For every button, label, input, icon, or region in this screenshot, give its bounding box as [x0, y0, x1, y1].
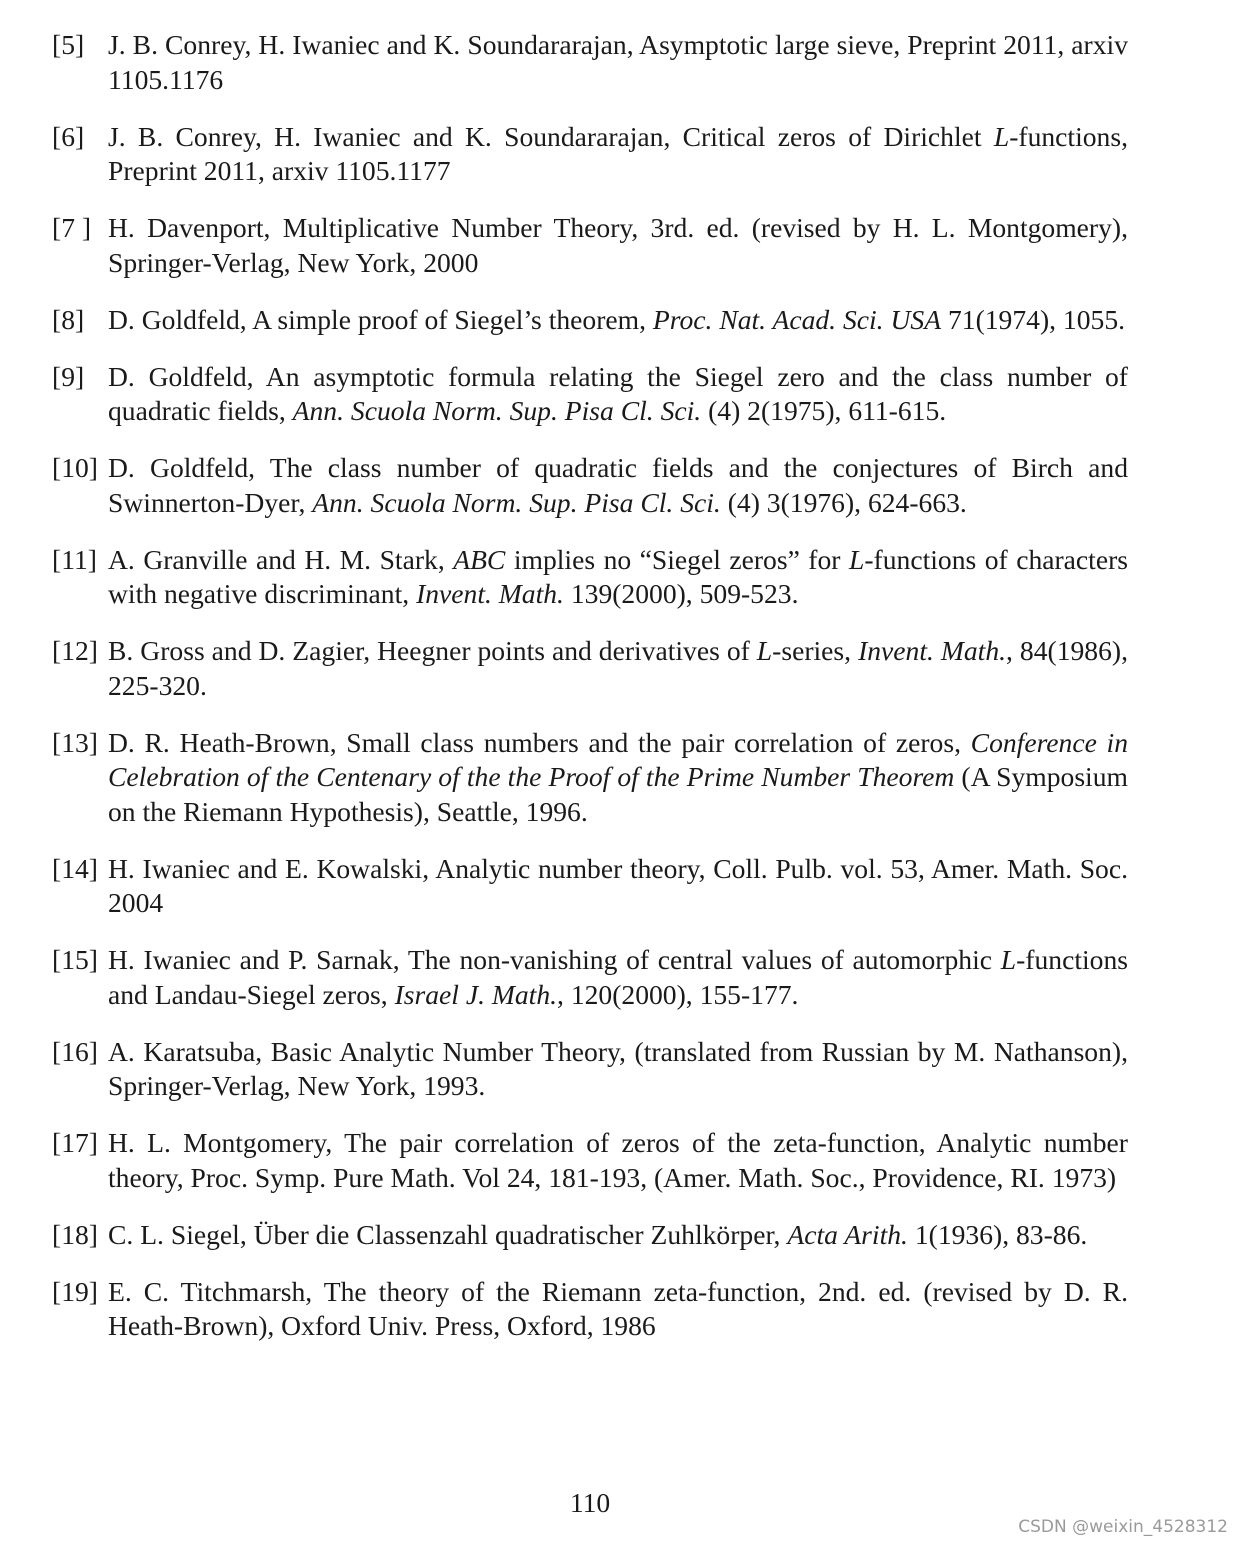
reference-segment: -functions, Preprint 2011, arxiv 1105.1177 — [108, 120, 1128, 186]
reference-segment: (A Symposium on the Riemann Hypothesis), Seattle, 1996. — [108, 761, 1128, 827]
reference-segment: 1(1936), 83-86. — [907, 1218, 1088, 1250]
reference-segment: C. L. Siegel, Über die Classenzahl quadratischer Zuhlkörper, — [108, 1218, 788, 1250]
reference-segment: -series, — [772, 635, 859, 666]
reference-segment: H. Iwaniec and P. Sarnak, The non-vanishing of central values of automorphic — [108, 944, 1001, 975]
reference-italic-segment: Israel J. Math. — [394, 978, 558, 1010]
reference-number: [17] — [52, 1127, 98, 1158]
reference-italic-segment: Proc. Nat. Acad. Sci. USA — [652, 303, 942, 335]
reference-italic-segment: Ann. Scuola Norm. Sup. Pisa Cl. Sci. — [292, 395, 702, 426]
reference-item — [52, 943, 1128, 1012]
reference-item — [52, 28, 1128, 97]
reference-number: [16] — [52, 1035, 98, 1067]
reference-number: [12] — [52, 635, 98, 666]
reference-list — [52, 28, 1128, 1366]
reference-number: [9] — [52, 360, 85, 392]
reference-segment: (4) 3(1976), 624-663. — [720, 486, 967, 518]
reference-segment: (4) 2(1975), 611-615. — [701, 395, 947, 426]
reference-segment: -functions of characters with negative discriminant, — [108, 543, 1129, 609]
reference-italic-segment: Invent. Math. — [416, 578, 564, 609]
reference-segment: H. Iwaniec and E. Kowalski, Analytic number theory, Coll. Pulb. vol. 53, Amer. Math. Soc. 2004 — [108, 852, 1128, 918]
reference-item — [52, 634, 1128, 703]
reference-text — [108, 1218, 1128, 1253]
reference-number: [13] — [52, 726, 98, 758]
reference-text — [108, 634, 1128, 703]
reference-segment: implies no “Siegel zeros” for — [505, 543, 849, 575]
reference-segment: -functions and Landau-Siegel zeros, — [108, 944, 1128, 1010]
reference-text — [108, 726, 1128, 830]
reference-italic-segment: Acta Arith. — [787, 1218, 908, 1250]
reference-segment: A. Karatsuba, Basic Analytic Number Theory, (translated from Russian by M. Nathanson), Springer-Verlag, New York, 1993. — [108, 1035, 1128, 1101]
reference-segment: J. B. Conrey, H. Iwaniec and K. Soundararajan, Asymptotic large sieve, Preprint 2011, arxiv 1105.1176 — [108, 29, 1128, 95]
reference-item — [52, 726, 1128, 830]
reference-segment: H. L. Montgomery, The pair correlation of zeros of the zeta-function, Analytic number theory, Proc. Symp. Pure Math. Vol 24, 181-193, (Amer. Math. Soc., Providence, RI. 1973) — [108, 1127, 1128, 1193]
reference-italic-segment: Conference in Celebration of the Centenary of the the Proof of the Prime Number Theorem — [108, 726, 1128, 792]
reference-segment: A. Granville and H. M. Stark, — [108, 543, 454, 575]
reference-italic-segment: Ann. Scuola Norm. Sup. Pisa Cl. Sci. — [312, 486, 721, 518]
reference-number: [6] — [52, 120, 85, 152]
reference-number: [5] — [52, 29, 85, 60]
reference-text — [108, 451, 1128, 520]
reference-number: [15] — [52, 944, 98, 975]
reference-text — [108, 303, 1128, 338]
reference-segment: 139(2000), 509-523. — [563, 578, 799, 609]
reference-segment: 71(1974), 1055. — [941, 303, 1126, 335]
reference-item — [52, 1275, 1128, 1344]
reference-number: [14] — [52, 852, 98, 884]
reference-text — [108, 360, 1128, 429]
reference-item — [52, 1035, 1128, 1104]
reference-segment: , 120(2000), 155-177. — [557, 978, 799, 1010]
reference-segment: J. B. Conrey, H. Iwaniec and K. Soundararajan, Critical zeros of Dirichlet — [108, 120, 994, 152]
reference-segment: D. Goldfeld, An asymptotic formula relating the Siegel zero and the class number of quadratic fields, — [108, 360, 1128, 426]
reference-italic-segment: L — [848, 543, 865, 575]
reference-number: [8] — [52, 303, 85, 335]
reference-segment: B. Gross and D. Zagier, Heegner points and derivatives of — [108, 635, 757, 666]
reference-item — [52, 1126, 1128, 1195]
page-number: 110 — [569, 1487, 611, 1518]
reference-item — [52, 543, 1128, 612]
reference-italic-segment: L — [756, 635, 773, 666]
reference-item — [52, 1218, 1128, 1253]
reference-text — [108, 1035, 1128, 1104]
reference-item — [52, 211, 1128, 280]
reference-number: [11] — [52, 543, 97, 575]
reference-item — [52, 451, 1128, 520]
reference-number: [10] — [52, 452, 98, 483]
reference-number: [18] — [52, 1218, 98, 1250]
reference-text — [108, 943, 1128, 1012]
reference-italic-segment: L — [993, 120, 1010, 152]
watermark: CSDN @weixin_4528312 — [1018, 1517, 1228, 1537]
reference-segment: D. Goldfeld, The class number of quadratic fields and the conjectures of Birch and Swinnerton-Dyer, — [108, 452, 1128, 518]
reference-text — [108, 120, 1128, 189]
reference-segment: D. Goldfeld, A simple proof of Siegel’s theorem, — [108, 303, 653, 335]
reference-italic-segment: Invent. Math. — [858, 635, 1007, 666]
reference-text — [108, 1126, 1128, 1195]
reference-segment: , 84(1986), 225-320. — [108, 635, 1128, 701]
reference-item — [52, 360, 1128, 429]
reference-text — [108, 211, 1128, 280]
reference-text — [108, 1275, 1128, 1344]
reference-number: [19] — [52, 1275, 98, 1307]
reference-number: [7 ] — [52, 212, 92, 243]
reference-italic-segment: ABC — [453, 543, 506, 575]
reference-item — [52, 303, 1128, 338]
reference-item — [52, 120, 1128, 189]
reference-text — [108, 28, 1128, 97]
reference-item — [52, 852, 1128, 921]
reference-text — [108, 852, 1128, 921]
reference-segment: D. R. Heath-Brown, Small class numbers and the pair correlation of zeros, — [108, 726, 971, 758]
reference-segment: H. Davenport, Multiplicative Number Theory, 3rd. ed. (revised by H. L. Montgomery), Springer-Verlag, New York, 2000 — [108, 212, 1128, 278]
reference-segment: E. C. Titchmarsh, The theory of the Riemann zeta-function, 2nd. ed. (revised by D. R. Heath-Brown), Oxford Univ. Press, Oxford, 1986 — [108, 1275, 1128, 1341]
reference-text — [108, 543, 1128, 612]
reference-italic-segment: L — [1000, 944, 1017, 975]
